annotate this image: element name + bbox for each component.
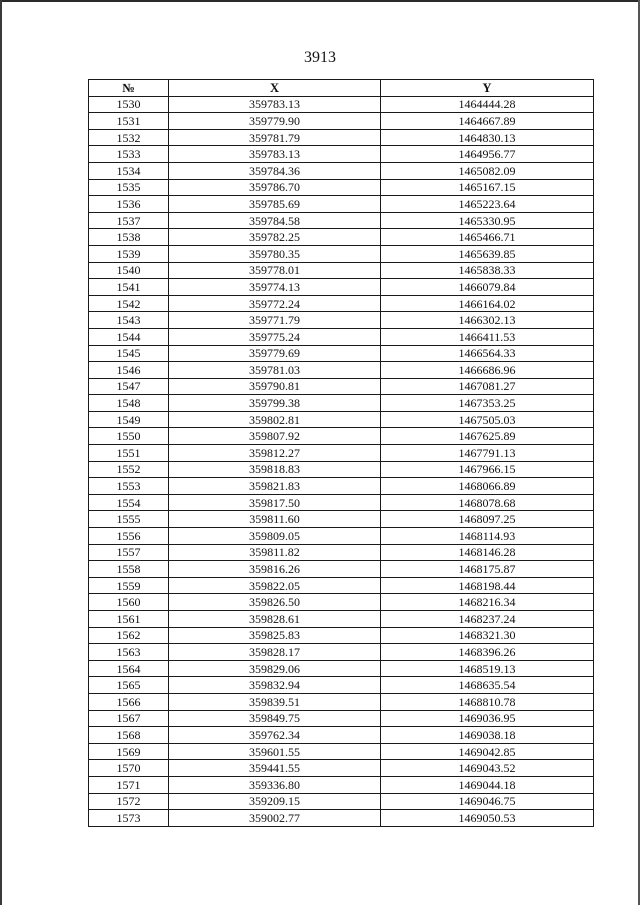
cell-number: 1554 — [89, 494, 169, 511]
cell-x: 359790.81 — [169, 378, 381, 395]
cell-x: 359817.50 — [169, 494, 381, 511]
cell-y: 1468146.28 — [381, 544, 594, 561]
cell-number: 1547 — [89, 378, 169, 395]
cell-x: 359781.03 — [169, 362, 381, 379]
cell-y: 1469036.95 — [381, 710, 594, 727]
table-row — [89, 279, 594, 296]
cell-y: 1465838.33 — [381, 262, 594, 279]
table-row — [89, 328, 594, 345]
page-left-edge — [0, 0, 2, 905]
cell-x: 359785.69 — [169, 196, 381, 213]
cell-y: 1465466.71 — [381, 229, 594, 246]
cell-x: 359783.13 — [169, 146, 381, 163]
table-row — [89, 378, 594, 395]
cell-x: 359779.90 — [169, 113, 381, 130]
cell-y: 1468321.30 — [381, 627, 594, 644]
cell-y: 1466302.13 — [381, 312, 594, 329]
cell-y: 1467505.03 — [381, 411, 594, 428]
cell-x: 359775.24 — [169, 328, 381, 345]
table-row — [89, 395, 594, 412]
cell-y: 1465330.95 — [381, 212, 594, 229]
cell-x: 359816.26 — [169, 561, 381, 578]
table-row — [89, 693, 594, 710]
cell-x: 359336.80 — [169, 776, 381, 793]
cell-x: 359782.25 — [169, 229, 381, 246]
cell-number: 1534 — [89, 162, 169, 179]
table-row — [89, 262, 594, 279]
cell-x: 359828.17 — [169, 644, 381, 661]
cell-number: 1536 — [89, 196, 169, 213]
cell-number: 1544 — [89, 328, 169, 345]
table-row — [89, 644, 594, 661]
cell-y: 1469046.75 — [381, 793, 594, 810]
cell-x: 359807.92 — [169, 428, 381, 445]
cell-x: 359822.05 — [169, 577, 381, 594]
table-row — [89, 660, 594, 677]
table-row — [89, 710, 594, 727]
cell-y: 1468519.13 — [381, 660, 594, 677]
table-row — [89, 760, 594, 777]
cell-number: 1562 — [89, 627, 169, 644]
table-row — [89, 229, 594, 246]
cell-y: 1466411.53 — [381, 328, 594, 345]
cell-y: 1467081.27 — [381, 378, 594, 395]
cell-number: 1570 — [89, 760, 169, 777]
cell-x: 359786.70 — [169, 179, 381, 196]
cell-number: 1531 — [89, 113, 169, 130]
cell-y: 1467966.15 — [381, 461, 594, 478]
table-row — [89, 445, 594, 462]
cell-y: 1464444.28 — [381, 96, 594, 113]
cell-y: 1466564.33 — [381, 345, 594, 362]
cell-x: 359849.75 — [169, 710, 381, 727]
cell-x: 359762.34 — [169, 727, 381, 744]
page-number: 3913 — [304, 49, 336, 66]
table-row — [89, 345, 594, 362]
cell-number: 1538 — [89, 229, 169, 246]
cell-number: 1541 — [89, 279, 169, 296]
cell-x: 359826.50 — [169, 594, 381, 611]
cell-y: 1468216.34 — [381, 594, 594, 611]
cell-y: 1469050.53 — [381, 810, 594, 827]
cell-y: 1465082.09 — [381, 162, 594, 179]
cell-y: 1468175.87 — [381, 561, 594, 578]
cell-number: 1537 — [89, 212, 169, 229]
cell-y: 1464830.13 — [381, 129, 594, 146]
cell-y: 1465167.15 — [381, 179, 594, 196]
cell-x: 359002.77 — [169, 810, 381, 827]
cell-number: 1540 — [89, 262, 169, 279]
table-row — [89, 245, 594, 262]
cell-number: 1563 — [89, 644, 169, 661]
cell-y: 1465639.85 — [381, 245, 594, 262]
table-row — [89, 96, 594, 113]
cell-y: 1468396.26 — [381, 644, 594, 661]
table-row — [89, 627, 594, 644]
table-row — [89, 511, 594, 528]
cell-x: 359821.83 — [169, 478, 381, 495]
cell-number: 1553 — [89, 478, 169, 495]
cell-y: 1468114.93 — [381, 528, 594, 545]
header-x: X — [169, 80, 381, 97]
cell-y: 1468097.25 — [381, 511, 594, 528]
table-row — [89, 461, 594, 478]
table-row — [89, 179, 594, 196]
cell-x: 359829.06 — [169, 660, 381, 677]
cell-x: 359772.24 — [169, 295, 381, 312]
cell-x: 359783.13 — [169, 96, 381, 113]
cell-x: 359209.15 — [169, 793, 381, 810]
cell-x: 359779.69 — [169, 345, 381, 362]
table-row — [89, 743, 594, 760]
cell-number: 1530 — [89, 96, 169, 113]
table-row — [89, 494, 594, 511]
cell-y: 1468198.44 — [381, 577, 594, 594]
cell-y: 1468635.54 — [381, 677, 594, 694]
cell-number: 1533 — [89, 146, 169, 163]
table-row — [89, 810, 594, 827]
cell-x: 359771.79 — [169, 312, 381, 329]
cell-y: 1467791.13 — [381, 445, 594, 462]
table-row — [89, 478, 594, 495]
table-row — [89, 312, 594, 329]
cell-number: 1532 — [89, 129, 169, 146]
cell-number: 1535 — [89, 179, 169, 196]
table-row — [89, 212, 594, 229]
table-row — [89, 196, 594, 213]
table-row — [89, 776, 594, 793]
table-header-row — [89, 80, 594, 97]
cell-x: 359781.79 — [169, 129, 381, 146]
cell-y: 1467625.89 — [381, 428, 594, 445]
table-body — [89, 96, 594, 826]
table-row — [89, 577, 594, 594]
cell-number: 1548 — [89, 395, 169, 412]
cell-number: 1557 — [89, 544, 169, 561]
cell-x: 359441.55 — [169, 760, 381, 777]
cell-number: 1546 — [89, 362, 169, 379]
header-number: № — [89, 80, 169, 97]
cell-y: 1467353.25 — [381, 395, 594, 412]
table-row — [89, 594, 594, 611]
cell-y: 1469038.18 — [381, 727, 594, 744]
table-row — [89, 561, 594, 578]
cell-y: 1464956.77 — [381, 146, 594, 163]
cell-y: 1469044.18 — [381, 776, 594, 793]
table-row — [89, 611, 594, 628]
cell-x: 359780.35 — [169, 245, 381, 262]
cell-x: 359784.58 — [169, 212, 381, 229]
cell-x: 359601.55 — [169, 743, 381, 760]
table-row — [89, 528, 594, 545]
table-row — [89, 793, 594, 810]
cell-x: 359825.83 — [169, 627, 381, 644]
cell-number: 1549 — [89, 411, 169, 428]
cell-number: 1543 — [89, 312, 169, 329]
cell-number: 1567 — [89, 710, 169, 727]
cell-number: 1573 — [89, 810, 169, 827]
cell-number: 1572 — [89, 793, 169, 810]
cell-y: 1469043.52 — [381, 760, 594, 777]
cell-x: 359778.01 — [169, 262, 381, 279]
cell-x: 359809.05 — [169, 528, 381, 545]
table-row — [89, 129, 594, 146]
cell-number: 1555 — [89, 511, 169, 528]
cell-y: 1465223.64 — [381, 196, 594, 213]
table-row — [89, 295, 594, 312]
cell-number: 1569 — [89, 743, 169, 760]
table-row — [89, 146, 594, 163]
cell-number: 1556 — [89, 528, 169, 545]
cell-x: 359828.61 — [169, 611, 381, 628]
cell-y: 1469042.85 — [381, 743, 594, 760]
cell-x: 359811.82 — [169, 544, 381, 561]
cell-x: 359818.83 — [169, 461, 381, 478]
cell-number: 1545 — [89, 345, 169, 362]
cell-number: 1566 — [89, 693, 169, 710]
cell-number: 1542 — [89, 295, 169, 312]
table-row — [89, 162, 594, 179]
cell-x: 359802.81 — [169, 411, 381, 428]
cell-x: 359812.27 — [169, 445, 381, 462]
cell-y: 1466164.02 — [381, 295, 594, 312]
table-row — [89, 113, 594, 130]
cell-number: 1561 — [89, 611, 169, 628]
cell-number: 1558 — [89, 561, 169, 578]
cell-number: 1564 — [89, 660, 169, 677]
cell-y: 1466079.84 — [381, 279, 594, 296]
table-row — [89, 428, 594, 445]
cell-x: 359784.36 — [169, 162, 381, 179]
cell-x: 359799.38 — [169, 395, 381, 412]
table-row — [89, 544, 594, 561]
table-row — [89, 411, 594, 428]
cell-x: 359839.51 — [169, 693, 381, 710]
cell-number: 1560 — [89, 594, 169, 611]
cell-number: 1568 — [89, 727, 169, 744]
cell-y: 1468066.89 — [381, 478, 594, 495]
cell-x: 359832.94 — [169, 677, 381, 694]
cell-x: 359811.60 — [169, 511, 381, 528]
page-top-edge — [0, 0, 640, 2]
table-row — [89, 727, 594, 744]
cell-y: 1468237.24 — [381, 611, 594, 628]
coordinates-table — [88, 79, 594, 827]
cell-x: 359774.13 — [169, 279, 381, 296]
header-y: Y — [381, 80, 594, 97]
table-row — [89, 677, 594, 694]
cell-number: 1550 — [89, 428, 169, 445]
cell-number: 1551 — [89, 445, 169, 462]
cell-number: 1552 — [89, 461, 169, 478]
cell-y: 1466686.96 — [381, 362, 594, 379]
cell-number: 1539 — [89, 245, 169, 262]
table-row — [89, 362, 594, 379]
cell-y: 1468810.78 — [381, 693, 594, 710]
cell-y: 1468078.68 — [381, 494, 594, 511]
cell-y: 1464667.89 — [381, 113, 594, 130]
cell-number: 1571 — [89, 776, 169, 793]
cell-number: 1565 — [89, 677, 169, 694]
cell-number: 1559 — [89, 577, 169, 594]
